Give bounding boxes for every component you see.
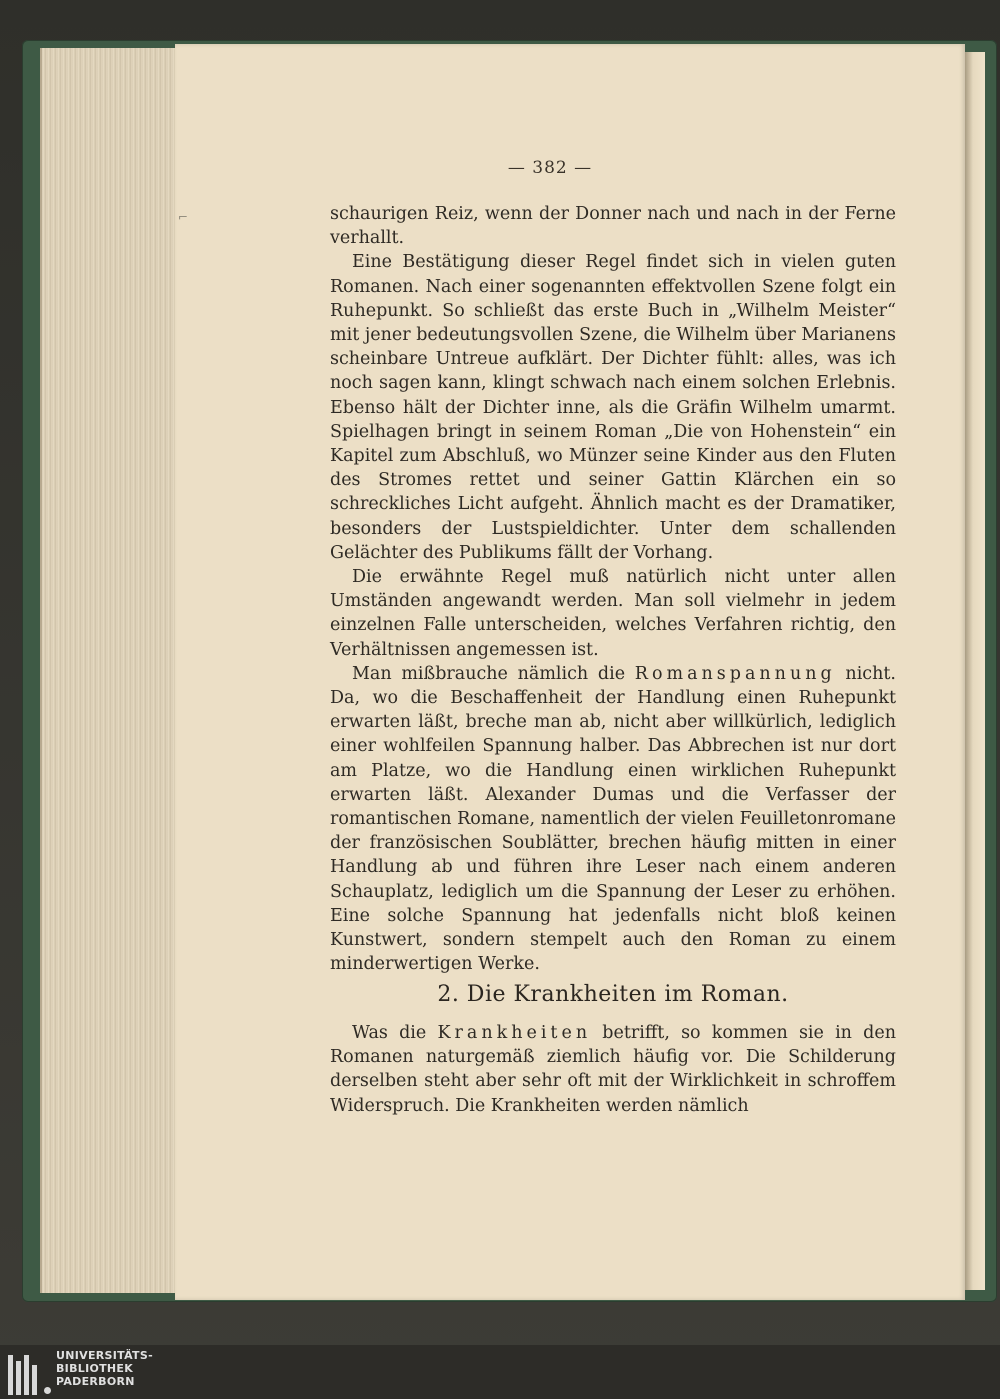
paragraph-text: Was die <box>352 1023 427 1043</box>
page-number: — 382 — <box>507 158 593 178</box>
page-edges <box>40 48 177 1293</box>
section-heading: 2. Die Krankheiten im Roman. <box>437 982 789 1007</box>
library-name-line: PADERBORN <box>56 1375 135 1388</box>
emphasized-term: Romanspannung <box>634 663 836 684</box>
library-name <box>56 1349 153 1388</box>
paragraph <box>330 662 896 977</box>
library-name-line: UNIVERSITÄTS- <box>56 1349 153 1362</box>
library-name-line: BIBLIOTHEK <box>56 1362 134 1375</box>
paragraph: Eine Bestätigung dieser Regel findet sich in vielen guten Romanen. Nach einer sogenannten effektvollen Szene folgt ein Ruhepunkt. So schließt das erste Buch in „Wilhelm Meister“ mit jener bedeutungsvollen Szene, die Wilhelm über Marianens scheinbare Untreue aufklärt. Der Dichter fühlt: alles, was ich noch sagen kann, klingt schwach nach einem solchen Erlebnis. Ebenso hält der Dichter inne, als die Gräfin Wilhelm umarmt. Spielhagen bringt in seinem Roman „Die von Hohenstein“ ein Kapitel zum Abschluß, wo Münzer seine Kinder aus den Fluten des Stromes rettet und seiner Gattin Klärchen ein so schreckliches Licht aufgeht. Ähnlich macht es der Dramatiker, besonders der Lustspieldichter. Unter dem schallenden Gelächter des Publikums fällt der Vorhang. <box>330 252 896 563</box>
section-text <box>330 1021 896 1118</box>
paragraph: schaurigen Reiz, wenn der Donner nach und nach in der Ferne verhallt. <box>330 204 896 249</box>
library-logo-icon <box>6 1349 52 1395</box>
paragraph-text: Man mißbrauche nämlich die <box>352 663 626 684</box>
emphasized-term: Krankheiten <box>437 1023 592 1043</box>
paragraph: Die erwähnte Regel muß natürlich nicht unter allen Umständen angewandt werden. Man soll vielmehr in jedem einzelnen Falle unterscheiden, welches Verfahren richtig, den Verhältnissen angemessen ist. <box>330 567 896 660</box>
facing-page-edge <box>965 52 985 1290</box>
body-text <box>330 202 896 977</box>
paragraph <box>330 1021 896 1118</box>
paragraph-text: betrifft, so kommen sie in den Romanen naturgemäß ziemlich häufig vor. Die Schilderung derselben steht aber sehr oft mit der Wirklichkeit in schroffem Widerspruch. Die Krankheiten werden nämlich <box>330 1023 896 1116</box>
paragraph-text: nicht. Da, wo die Beschaffenheit der Handlung einen Ruhepunkt erwarten läßt, breche man ab, nicht aber willkürlich, lediglich einer wohlfeilen Spannung halber. Das Abbrechen ist nur dort am Platze, wo die Handlung einen wirklichen Ruhepunkt erwarten läßt. Alexander Dumas und die Verfasser der romantischen Romane, namentlich der vielen Feuilletonromane der französischen Soublätter, brechen häufig mitten in einer Handlung ab und führen ihre Leser nach einem anderen Schauplatz, lediglich um die Spannung der Leser zu erhöhen. Eine solche Spannung hat jedenfalls nicht bloß keinen Kunstwert, sondern stempelt auch den Roman zu einem minderwertigen Werke. <box>330 663 896 975</box>
pencil-mark: ⌐ <box>178 210 189 224</box>
